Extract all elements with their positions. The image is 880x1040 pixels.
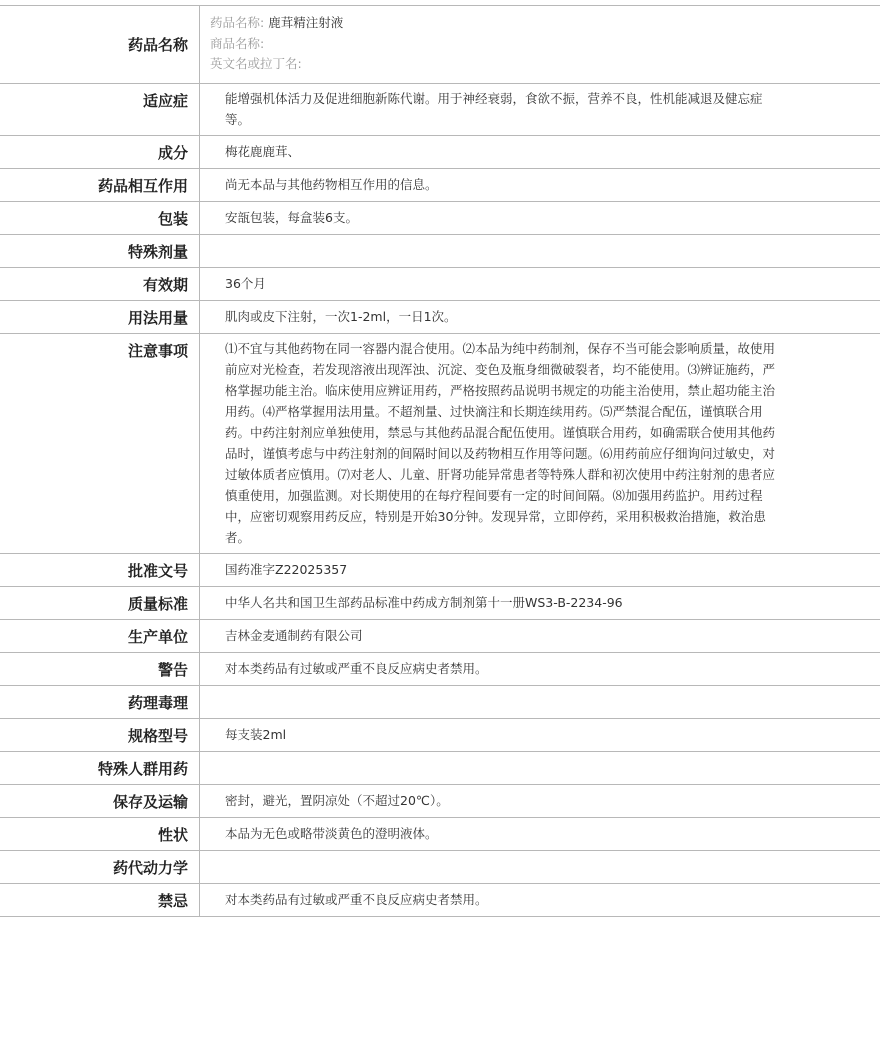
row-indications — [0, 84, 880, 136]
row-appearance — [0, 818, 880, 851]
row-value: 每支装2ml — [225, 727, 287, 742]
row-packaging — [0, 202, 880, 235]
row-special-dosage — [0, 235, 880, 268]
drug-names-block — [200, 6, 880, 83]
row-label: 用法用量 — [0, 301, 200, 333]
row-label: 特殊人群用药 — [0, 752, 200, 784]
row-value — [200, 851, 880, 883]
row-value: 吉林金麦通制药有限公司 — [225, 628, 363, 643]
row-value: 密封，避光，置阴凉处（不超过20℃）。 — [225, 793, 449, 808]
row-value: ⑴不宜与其他药物在同一容器内混合使用。⑵本品为纯中药制剂，保存不当可能会影响质量，故使用前应对光检查，若发现溶液出现浑浊、沉淀、变色及瓶身细微破裂者，均不能使用。⑶辨证施药，严格掌握功能主治。临床使用应辨证用药，严格按照药品说明书规定的功能主治使用，禁止超功能主治用药。⑷严格掌握用法用量。不超剂量、过快滴注和长期连续用药。⑸严禁混合配伍，谨慎联合用药。中药注射剂应单独使用，禁忌与其他药品混合配伍使用。谨慎联合用药，如确需联合使用其他药品时，谨慎考虑与中药注射剂的间隔时间以及药物相互作用等问题。⑹用药前应仔细询问过敏史，对过敏体质者应慎用。⑺对老人、儿童、肝肾功能异常患者等特殊人群和初次使用中药注射剂的患者应慎重使用，加强监测。对长期使用的在每疗程间要有一定的时间间隔。⑻加强用药监护。用药过程中，应密切观察用药反应，特别是开始30分钟。发现异常，立即停药，采用积极救治措施，救治患者。 — [225, 341, 776, 545]
row-label: 药理毒理 — [0, 686, 200, 718]
row-label: 生产单位 — [0, 620, 200, 652]
row-value: 对本类药品有过敏或严重不良反应病史者禁用。 — [225, 892, 488, 907]
row-pharmacokinetics — [0, 851, 880, 884]
row-label: 质量标准 — [0, 587, 200, 619]
row-special-populations — [0, 752, 880, 785]
row-label: 特殊剂量 — [0, 235, 200, 267]
row-label: 包装 — [0, 202, 200, 234]
row-value — [200, 235, 880, 267]
row-label: 适应症 — [0, 84, 200, 135]
row-label: 批准文号 — [0, 554, 200, 586]
row-label: 规格型号 — [0, 719, 200, 751]
row-manufacturer — [0, 620, 880, 653]
row-label: 禁忌 — [0, 884, 200, 916]
row-value: 梅花鹿鹿茸、 — [225, 144, 301, 159]
row-label: 保存及运输 — [0, 785, 200, 817]
row-drug-names — [0, 6, 880, 84]
row-value: 36个月 — [225, 276, 266, 291]
row-contraindications — [0, 884, 880, 917]
row-value: 对本类药品有过敏或严重不良反应病史者禁用。 — [225, 661, 488, 676]
row-interactions — [0, 169, 880, 202]
row-label: 药品名称 — [0, 6, 200, 83]
trade-name-line — [210, 34, 880, 55]
row-precautions — [0, 334, 880, 554]
row-shelf-life — [0, 268, 880, 301]
row-quality-standard — [0, 587, 880, 620]
row-value: 中华人名共和国卫生部药品标准中药成方制剂第十一册WS3-B-2234-96 — [225, 595, 623, 610]
row-pharmacology — [0, 686, 880, 719]
row-label: 成分 — [0, 136, 200, 168]
row-value: 国药准字Z22025357 — [225, 562, 348, 577]
row-ingredients — [0, 136, 880, 169]
english-name-key: 英文名或拉丁名: — [210, 56, 302, 71]
row-approval-number — [0, 554, 880, 587]
row-label: 药代动力学 — [0, 851, 200, 883]
row-value: 能增强机体活力及促进细胞新陈代谢。用于神经衰弱，食欲不振，营养不良，性机能减退及健忘症等。 — [225, 91, 763, 127]
row-dosage — [0, 301, 880, 334]
drug-info-table — [0, 5, 880, 917]
row-label: 警告 — [0, 653, 200, 685]
generic-name-value: 鹿茸精注射液 — [268, 15, 344, 30]
row-value: 尚无本品与其他药物相互作用的信息。 — [225, 177, 438, 192]
row-specification — [0, 719, 880, 752]
row-value — [200, 752, 880, 784]
generic-name-key: 药品名称: — [210, 15, 265, 30]
generic-name-line — [210, 13, 880, 34]
row-label: 药品相互作用 — [0, 169, 200, 201]
row-storage — [0, 785, 880, 818]
english-name-line — [210, 54, 880, 75]
row-label: 注意事项 — [0, 334, 200, 553]
row-value — [200, 686, 880, 718]
row-value: 安瓿包装，每盒装6支。 — [225, 210, 358, 225]
row-value: 本品为无色或略带淡黄色的澄明液体。 — [225, 826, 438, 841]
row-label: 性状 — [0, 818, 200, 850]
row-label: 有效期 — [0, 268, 200, 300]
trade-name-key: 商品名称: — [210, 35, 265, 51]
row-warning — [0, 653, 880, 686]
row-value: 肌肉或皮下注射，一次1-2ml，一日1次。 — [225, 309, 457, 324]
